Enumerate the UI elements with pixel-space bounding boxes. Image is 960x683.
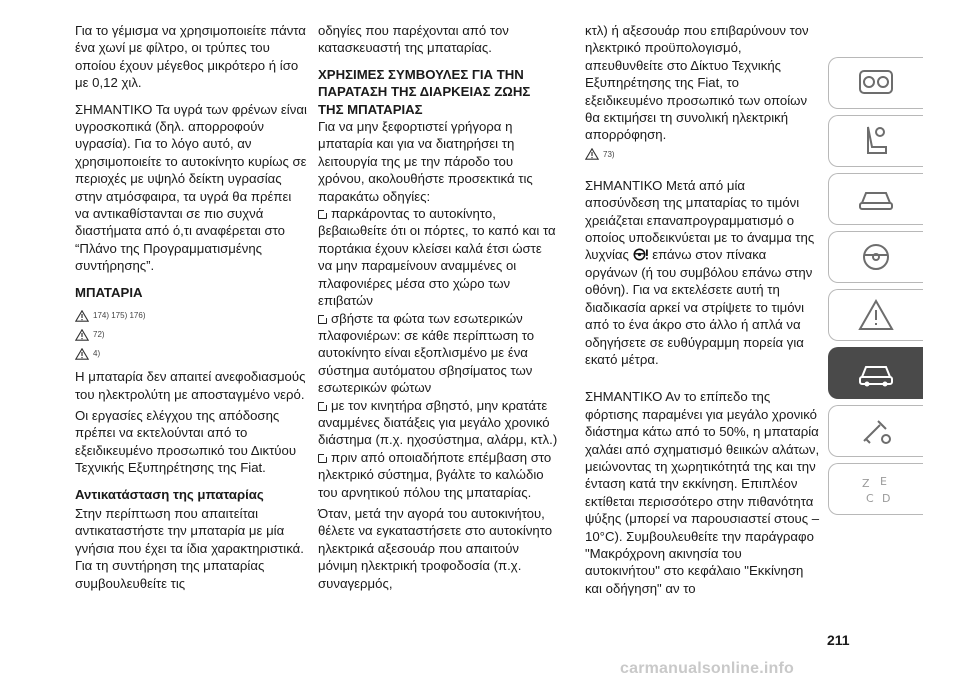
maintenance-car-icon <box>854 355 898 391</box>
bullet-text: σβήστε τα φώτα των εσωτερικών πλαφονιέρων: σε κάθε περίπτωση το αυτοκίνητο είναι εξοπλισμένο με ένα σύστημα αυτόματου σβησίματος των εσωτερικών φώτων <box>318 310 535 396</box>
warning-ref-text: 73) <box>603 149 615 159</box>
tab-safety[interactable] <box>828 115 923 167</box>
tab-index[interactable] <box>828 463 923 515</box>
svg-text:Z: Z <box>862 477 870 490</box>
heading-battery-replacement: Αντικατάσταση της μπαταρίας <box>75 486 264 502</box>
warning-ref-3 <box>75 345 307 362</box>
svg-text:D: D <box>882 492 891 505</box>
bullet-text: πριν από οποιαδήποτε επέμβαση στο ηλεκτρικό σύστημα, βγάλτε το καλώδιο του αρνητικού πόλου της μπαταρίας. <box>318 449 552 500</box>
bullet-item <box>318 397 558 449</box>
paragraph-no-electrolyte: Η μπαταρία δεν απαιτεί ανεφοδιασμούς του ηλεκτρολύτη με αποσταγμένο νερό. <box>75 369 306 402</box>
column-right <box>585 22 820 606</box>
warning-ref-4 <box>585 146 820 163</box>
paragraph-filling: Για το γέμισμα να χρησιμοποιείτε πάντα ένα χωνί με φίλτρο, οι τρύπες του οποίου έχουν μέγεθος μικρότερο ή ίσο με 0,12 χιλ. <box>75 23 306 91</box>
technical-data-icon <box>854 413 898 449</box>
column-left <box>75 22 307 601</box>
bullet-text: παρκάροντας το αυτοκίνητο, βεβαιωθείτε ότι οι πόρτες, το καπό και τα πορτάκια έχουν κλείσει καλά έτσι ώστε να μην παραμείνουν αναμμένες οι πλαφονιέρες μέσα στο χώρο των επιβατών <box>318 206 556 309</box>
paragraph-charge-level: ΣΗΜΑΝΤΙΚΟ Αν το επίπεδο της φόρτισης παραμένει για μεγάλο χρονικό διάστημα κάτω από το 50%, η μπαταρία χαλάει από σχηματισμό θειικών αλάτων, μειώνοντας τη χωρητικότητά της και την ένταση κατά την εκκίνηση. Επιπλέον εκτίθεται περισσότερο στην πιθανότητα ψύξης (μπορεί να παρουσιαστεί στους –10°C). Συμβουλευθείτε την παράγραφο "Μακρόχρονη ακινησία του αυτοκινήτου" στο κεφάλαιο "Εκκίνηση και οδήγηση" αν το <box>585 389 820 596</box>
steering-warning-light-icon <box>633 248 649 261</box>
warning-road-icon <box>854 297 898 333</box>
svg-text:E: E <box>880 475 887 488</box>
bullet-text: με τον κινητήρα σβηστό, μην κρατάτε αναμμένες διατάξεις για μεγάλο χρονικό διάστημα (π.χ. ηχοσύστημα, αλάρμ, κτλ.) <box>318 397 558 448</box>
tab-maintenance[interactable] <box>828 347 923 399</box>
bullet-item <box>318 205 558 309</box>
environment-triangle-icon <box>75 348 89 360</box>
bullet-square-icon <box>318 402 327 411</box>
paragraph-tips-intro: Για να μην ξεφορτιστεί γρήγορα η μπαταρία και για να διατηρήσει τη λειτουργία της με την πάροδο του χρόνου, ακολουθήστε προσεκτικά τις παρακάτω οδηγίες: <box>318 119 533 204</box>
bullet-item <box>318 449 558 501</box>
index-letters-icon <box>854 471 898 507</box>
paragraph-brake-fluid-note: ΣΗΜΑΝΤΙΚΟ Τα υγρά των φρένων είναι υγροσκοπικά (δηλ. απορροφούν υγρασία). Για το λόγο αυτό, αν χρησιμοποιείτε το αυτοκίνητο κυρίως σε περιοχές με υψηλό δείκτη υγρασίας στην ατμόσφαιρα, τα υγρά θα πρέπει να αντικαθίστανται σε πιο συχνά διαστήματα από ό,τι αναφέρεται στο “Πλάνο της Προγραμματισμένης συντήρησης”. <box>75 101 307 274</box>
watermark: carmanualsonline.info <box>620 660 795 677</box>
warning-ref-text: 174) 175) 176) <box>93 310 146 320</box>
page-number: 211 <box>827 632 850 648</box>
bullet-square-icon <box>318 210 327 219</box>
tab-lights[interactable] <box>828 173 923 225</box>
heading-battery: ΜΠΑΤΑΡΙΑ <box>75 284 143 300</box>
car-seat-icon <box>854 123 898 159</box>
tab-starting-driving[interactable] <box>828 231 923 283</box>
bullet-square-icon <box>318 454 327 463</box>
car-lights-icon <box>854 181 898 217</box>
paragraph-performance-checks: Οι εργασίες ελέγχου της απόδοσης πρέπει να εκτελούνται από το εξειδικευμένο προσωπικό του Δικτύου Τεχνικής Εξυπηρέτησης της Fiat. <box>75 407 297 476</box>
paragraph-accessories: Όταν, μετά την αγορά του αυτοκινήτου, θέλετε να εγκαταστήσετε στο αυτοκίνητο ηλεκτρικά αξεσουάρ που απαιτούν μόνιμη ηλεκτρική τροφοδοσία (π.χ. συναγερμός, <box>318 505 553 591</box>
chapter-tabs <box>828 57 923 521</box>
bullet-square-icon <box>318 315 327 324</box>
steering-wheel-icon <box>854 239 898 275</box>
tab-emergency[interactable] <box>828 289 923 341</box>
paragraph-steering-reprogramming <box>585 177 820 368</box>
column-middle <box>318 22 558 601</box>
warning-ref-1 <box>75 307 307 324</box>
tab-technical-data[interactable] <box>828 405 923 457</box>
car-dashboard-icon <box>854 65 898 101</box>
warning-ref-2 <box>75 326 307 343</box>
paragraph-text: επάνω στον πίνακα οργάνων (ή του συμβόλου επάνω στην οθόνη). Για να εκτελέσετε αυτή τη διαδικασία αρκεί να στρίψετε το τιμόνι από το ένα άκρο στο άλλο ή απλά να οδηγήσετε σε ευθύγραμμη πορεία για εκατό μέτρα. <box>585 247 813 367</box>
paragraph-replacement: Στην περίπτωση που απαιτείται αντικαταστήστε την μπαταρία με μία γνήσια που έχει τα ίδια χαρακτηριστικά. Για τη συντήρηση της μπαταρίας συμβουλευθείτε τις <box>75 505 304 591</box>
warning-ref-text: 4) <box>93 348 101 358</box>
warning-triangle-icon <box>75 310 89 322</box>
heading-battery-tips: ΧΡΗΣΙΜΕΣ ΣΥΜΒΟΥΛΕΣ ΓΙΑ ΤΗΝ ΠΑΡΑΤΑΣΗ ΤΗΣ ΔΙΑΡΚΕΙΑΣ ΖΩΗΣ ΤΗΣ ΜΠΑΤΑΡΙΑΣ <box>318 66 531 117</box>
paragraph-manufacturer-instructions: οδηγίες που παρέχονται από τον κατασκευαστή της μπαταρίας. <box>318 23 509 56</box>
tab-getting-to-know-car[interactable] <box>828 57 923 109</box>
svg-text:C: C <box>866 492 874 505</box>
paragraph-accessories-continued: κτλ) ή αξεσουάρ που επιβαρύνουν τον ηλεκτρικό προϋπολογισμό, απευθυνθείτε στο Δίκτυο Τεχνικής Εξυπηρέτησης της Fiat, το εξειδικευμένο προσωπικό των οποίων θα εκτιμήσει τη συνολική ηλεκτρική απορρόφηση. <box>585 23 809 143</box>
attention-triangle-icon <box>585 148 599 160</box>
bullet-item <box>318 310 558 397</box>
paragraph-text: ΣΗΜΑΝΤΙΚΟ Μετά από μία αποσύνδεση της μπαταρίας το τιμόνι χρειάζεται επαναπρογραμματισμό ο οποίος υποδεικνύεται με το άναμμα της λυχνίας <box>585 177 815 263</box>
warning-ref-text: 72) <box>93 329 105 339</box>
attention-triangle-icon <box>75 329 89 341</box>
